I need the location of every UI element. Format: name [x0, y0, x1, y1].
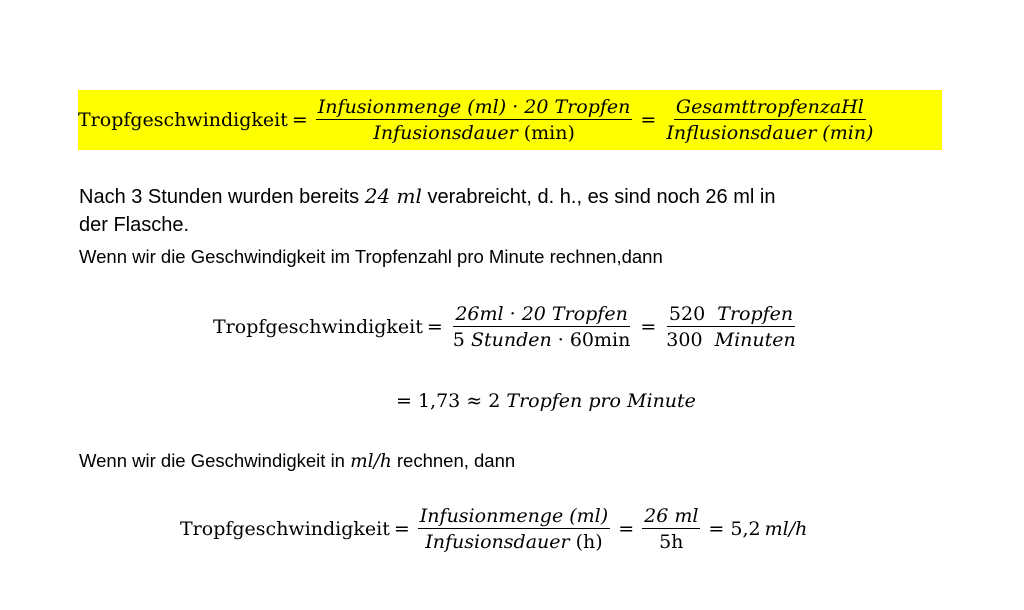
fraction-denominator: 5 Stunden · 60min — [452, 329, 631, 351]
fraction-numerator: 26 ml — [644, 505, 699, 527]
fraction-numerator: Infusionmenge (ml) — [419, 505, 609, 527]
paragraph-1-line-1: Nach 3 Stunden wurden bereits 24 ml verabreicht, d. h., es sind noch 26 ml in — [79, 184, 776, 208]
fraction-denominator: Infusionsdauer (h) — [425, 531, 603, 553]
formula-1-fraction-2 — [664, 96, 875, 144]
equals-sign: = — [640, 109, 657, 131]
paragraph-3: Wenn wir die Geschwindigkeit in ml/h rechnen, dann — [79, 450, 516, 472]
formula-1 — [78, 90, 942, 150]
formula-3: = 1,73 ≈ 2 Tropfen pro Minute — [396, 390, 696, 412]
formula-4-fraction-1 — [418, 505, 610, 553]
fraction-denominator: 300 Minuten — [666, 329, 796, 351]
fraction-numerator: GesamttropfenzaHl — [675, 96, 864, 118]
formula-4: Tropfgeschwindigkeit = $\frac{\text{Infusionmenge (ml)}}{\text{Infusionsdauer (h)}}$ = $\frac{26 ml}{5h}$ = 5,2 ml/h — [180, 505, 808, 553]
fraction-denominator: Influsionsdauer (min) — [666, 122, 874, 144]
paragraph-1-line-2: der Flasche. — [79, 214, 190, 236]
fraction-denominator: 5h — [659, 531, 684, 553]
paragraph-2: Wenn wir die Geschwindigkeit im Tropfenzahl pro Minute rechnen,dann — [79, 246, 663, 267]
formula-2: Tropfgeschwindigkeit = $\frac{\text{26ml · 20 Tropfen}}{\text{5 Stunden · 60min}}$ = $\frac{\text{520 Tropfen}}{\text{300 Minuten}}$ — [213, 303, 796, 351]
equals-sign: = — [291, 109, 308, 131]
formula-2-fraction-1 — [451, 303, 633, 351]
formula-1-lhs: Tropfgeschwindigkeit — [78, 109, 288, 131]
formula-1-fraction-1 — [316, 96, 633, 144]
formula-2-lhs: Tropfgeschwindigkeit — [213, 316, 423, 338]
inline-math: 24 ml — [364, 184, 422, 208]
formula-4-fraction-2 — [642, 505, 700, 553]
fraction-denominator: Infusionsdauer (min) — [373, 122, 575, 144]
fraction-numerator: Infusionmenge (ml) · 20 Tropfen — [317, 96, 631, 118]
fraction-numerator: 26ml · 20 Tropfen — [455, 303, 628, 325]
formula-4-lhs: Tropfgeschwindigkeit — [180, 518, 390, 540]
inline-math: ml/h — [350, 451, 392, 472]
formula-2-fraction-2 — [664, 303, 797, 351]
fraction-numerator: 520 Tropfen — [668, 303, 794, 325]
